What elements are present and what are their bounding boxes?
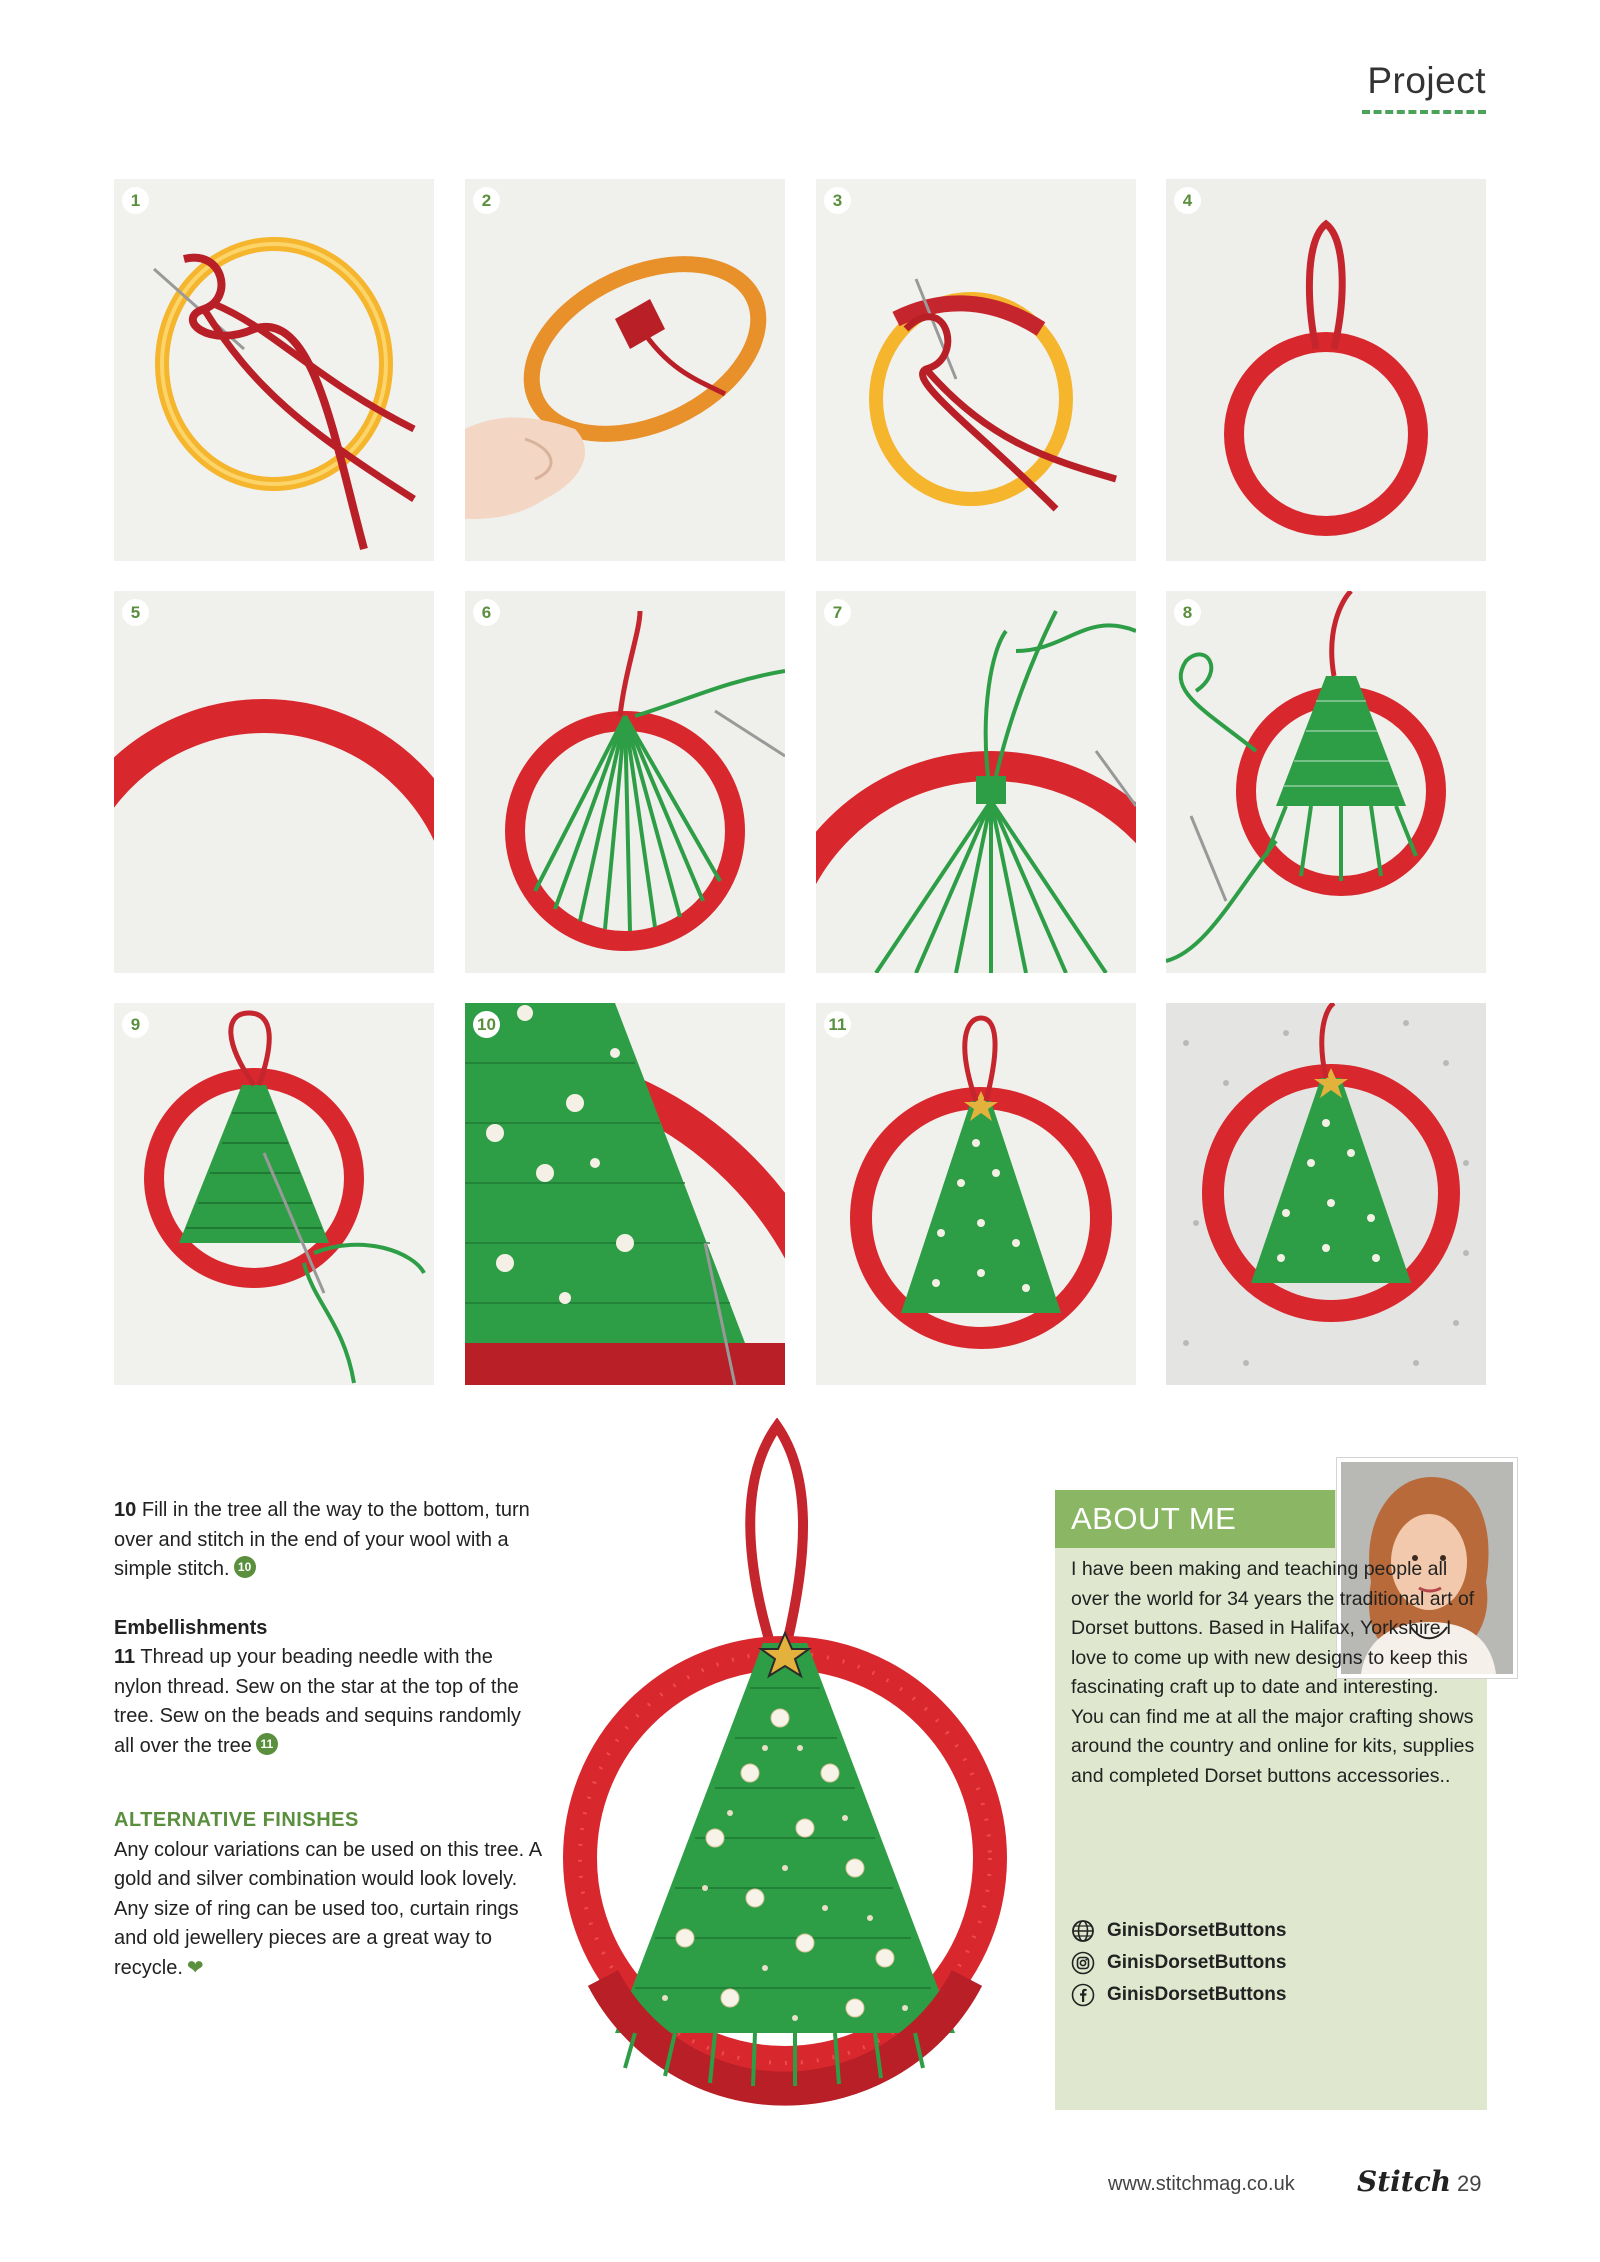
step-photo-7 [816,591,1136,973]
magazine-logo: Stitch [1357,2165,1452,2198]
step-number-badge: 8 [1174,599,1201,626]
social-handle: GinisDorsetButtons [1107,1920,1287,1941]
step-number-badge: 10 [473,1011,500,1038]
step-photo-2 [465,179,785,561]
step-number-badge: 4 [1174,187,1201,214]
step-10-paragraph [114,1496,544,1585]
social-link-instagram[interactable] [1071,1947,1431,1979]
step-photo-5 [114,591,434,973]
alternative-finishes-paragraph [114,1836,544,1984]
step-number-badge: 1 [122,187,149,214]
about-me-title: ABOUT ME [1055,1490,1335,1548]
step-10-number: 10 [114,1499,137,1521]
finished-ornament-photo [555,1418,1025,2108]
footer-url[interactable]: www.stitchmag.co.uk [1108,2173,1295,2195]
step-photo-grid [114,179,1486,1385]
step-11-number: 11 [114,1646,136,1668]
step-photo-10 [465,1003,785,1385]
page-number: 29 [1457,2171,1482,2196]
instagram-icon [1071,1951,1095,1975]
step-number-badge: 3 [824,187,851,214]
step-number-badge: 9 [122,1011,149,1038]
step-number-badge: 7 [824,599,851,626]
social-handle: GinisDorsetButtons [1107,1952,1287,1973]
step-photo-4 [1166,179,1486,561]
step-photo-1 [114,179,434,561]
step-number-badge: 2 [473,187,500,214]
section-label: Project [1367,60,1486,101]
step-number-badge: 11 [824,1011,851,1038]
step-number-badge: 6 [473,599,500,626]
step-10-text: Fill in the tree all the way to the bottom, turn over and stitch in the end of your wool with a simple stitch. [114,1499,530,1580]
social-link-facebook[interactable] [1071,1979,1431,2011]
alternative-finishes-heading: ALTERNATIVE FINISHES [114,1809,359,1831]
facebook-icon [1071,1983,1095,2007]
step-ref-badge: 11 [256,1733,278,1755]
social-handle: GinisDorsetButtons [1107,1984,1287,2005]
step-ref-badge: 10 [234,1556,256,1578]
embellishments-heading: Embellishments [114,1616,268,1639]
social-links [1071,1915,1431,2011]
alternative-finishes-text: Any colour variations can be used on this tree. A gold and silver combination would look lovely. Any size of ring can be used too, curtain rings and old jewellery pieces are a great way to recycle. [114,1838,541,1979]
heart-icon: ❤ [186,1956,204,1979]
step-photo-9 [114,1003,434,1385]
step-11-text: Thread up your beading needle with the nylon thread. Sew on the star at the top of the tree. Sew on the beads and sequins randomly all over the tree [114,1646,521,1757]
step-number-badge: 5 [122,599,149,626]
step-photo-8 [1166,591,1486,973]
about-me-text: I have been making and teaching people all over the world for 34 years the traditional art of Dorset buttons. Based in Halifax, Yorkshire I love to come up with new designs to keep this fascinating craft up to date and interesting. You can find me at all the major crafting shows around the country and online for kits, supplies and completed Dorset buttons accessories.. [1071,1558,1475,1787]
globe-icon [1071,1919,1095,1943]
section-rule [1362,110,1486,114]
instructions-column [114,1496,544,2012]
step-photo-11 [816,1003,1136,1385]
social-link-website[interactable] [1071,1915,1431,1947]
step-photo-12 [1166,1003,1486,1385]
step-photo-6 [465,591,785,973]
step-11-paragraph [114,1643,544,1761]
step-photo-3 [816,179,1136,561]
